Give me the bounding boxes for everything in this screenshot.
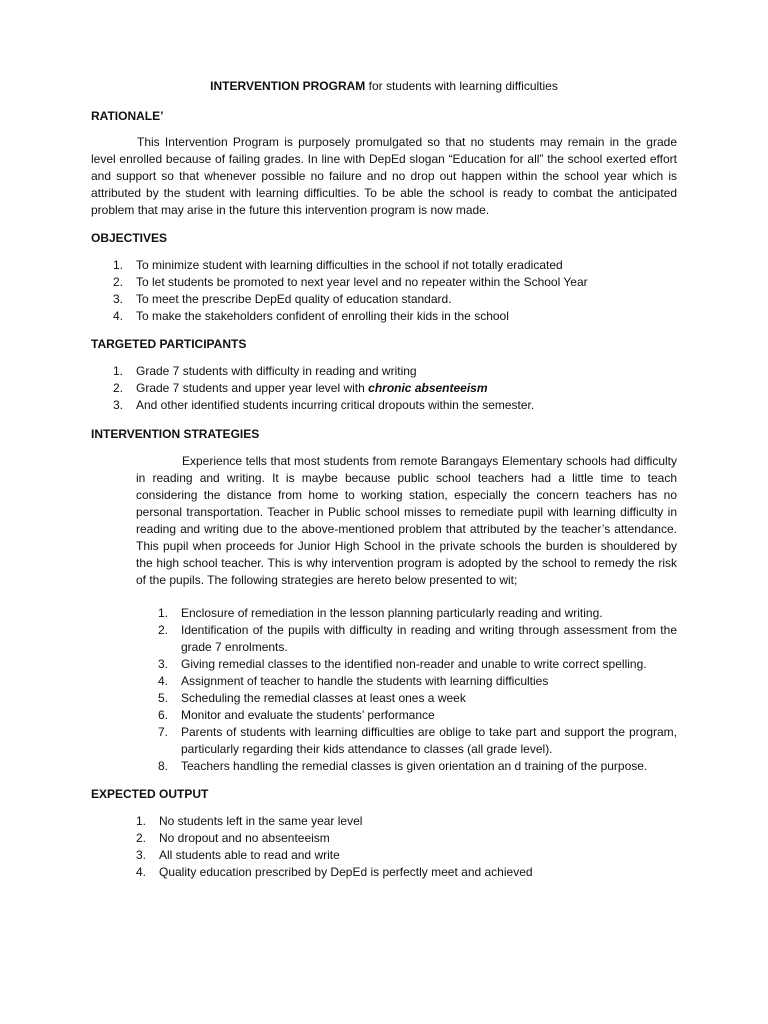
item-number: 4. bbox=[136, 865, 147, 879]
item-number: 3. bbox=[158, 657, 169, 671]
item-number: 3. bbox=[136, 848, 147, 862]
item-number: 3. bbox=[113, 398, 124, 412]
item-text: Monitor and evaluate the students’ performance bbox=[181, 708, 435, 722]
rationale-text: This Intervention Program is purposely promulgated so that no students may remain in the grade level enrolled because of failing grades. In line with DepEd slogan “Education for all” the school exerted effort and support so that whenever possible no failure and no drop out happen within the school year which is attributed by the student with learning difficulties. To be able the school is ready to combat the anticipated problem that may arise in the future this intervention program is now made. bbox=[91, 135, 677, 217]
item-text-plain: Grade 7 students and upper year level with bbox=[136, 381, 369, 395]
output-heading: EXPECTED OUTPUT bbox=[91, 787, 209, 801]
list-item bbox=[158, 605, 677, 622]
item-number: 5. bbox=[158, 691, 169, 705]
item-text: Enclosure of remediation in the lesson planning particularly reading and writing. bbox=[181, 606, 603, 620]
list-item bbox=[113, 291, 677, 308]
item-number: 3. bbox=[113, 292, 124, 306]
item-text: Scheduling the remedial classes at least ones a week bbox=[181, 691, 466, 705]
rationale-paragraph bbox=[91, 134, 677, 219]
list-item bbox=[158, 656, 677, 673]
item-text: To let students be promoted to next year level and no repeater within the School Year bbox=[136, 275, 588, 289]
item-number: 2. bbox=[158, 623, 169, 637]
item-number: 2. bbox=[113, 275, 124, 289]
item-text: Grade 7 students with difficulty in reading and writing bbox=[136, 364, 417, 378]
item-text: To meet the prescribe DepEd quality of education standard. bbox=[136, 292, 452, 306]
list-item bbox=[113, 363, 677, 380]
rationale-heading: RATIONALE’ bbox=[91, 109, 164, 123]
list-item bbox=[136, 864, 677, 881]
participants-list bbox=[113, 363, 677, 414]
item-text: Quality education prescribed by DepEd is perfectly meet and achieved bbox=[159, 865, 533, 879]
list-item bbox=[136, 830, 677, 847]
list-item bbox=[113, 308, 677, 325]
list-item bbox=[113, 397, 677, 414]
item-number: 4. bbox=[113, 309, 124, 323]
item-text-emphasis: chronic absenteeism bbox=[368, 381, 488, 395]
list-item bbox=[158, 758, 677, 775]
item-text: To minimize student with learning difficulties in the school if not totally eradicated bbox=[136, 258, 563, 272]
list-item bbox=[113, 257, 677, 274]
output-list bbox=[136, 813, 677, 881]
list-item bbox=[158, 622, 677, 656]
item-number: 1. bbox=[113, 258, 124, 272]
item-number: 1. bbox=[136, 814, 147, 828]
title-rest: for students with learning difficulties bbox=[365, 79, 558, 93]
item-number: 8. bbox=[158, 759, 169, 773]
item-text: Giving remedial classes to the identified non-reader and unable to write correct spelling. bbox=[181, 657, 647, 671]
list-item bbox=[136, 847, 677, 864]
item-text: Teachers handling the remedial classes is given orientation an d training of the purpose. bbox=[181, 759, 648, 773]
strategies-heading: INTERVENTION STRATEGIES bbox=[91, 427, 260, 441]
item-number: 7. bbox=[158, 725, 169, 739]
title-bold: INTERVENTION PROGRAM bbox=[210, 79, 366, 93]
strategies-list bbox=[158, 605, 677, 775]
list-item bbox=[158, 724, 677, 758]
item-text: No dropout and no absenteeism bbox=[159, 831, 330, 845]
list-item bbox=[158, 673, 677, 690]
objectives-heading: OBJECTIVES bbox=[91, 231, 168, 245]
list-item bbox=[136, 813, 677, 830]
item-text: Parents of students with learning difficulties are oblige to take part and support the program, particularly regarding their kids attendance to classes (all grade level). bbox=[181, 725, 677, 756]
item-number: 2. bbox=[136, 831, 147, 845]
list-item bbox=[113, 380, 677, 397]
strategies-text: Experience tells that most students from remote Barangays Elementary schools had difficulty in reading and writing. It is maybe because public school teachers had a little time to teach considering the distance from home to working station, especially the concern teachers has no personal transportation. Teacher in Public school misses to remediate pupil with learning difficulty in reading and writing due to the above-mentioned problem that attributed by the teacher’s attendance. This pupil when proceeds for Junior High School in the private schools the burden is shouldered by the high school teacher. This is why intervention program is adopted by the school to remedy the risk of the pupils. The following strategies are hereto below presented to wit; bbox=[136, 454, 677, 587]
item-number: 1. bbox=[158, 606, 169, 620]
list-item bbox=[113, 274, 677, 291]
item-text: No students left in the same year level bbox=[159, 814, 363, 828]
objectives-list bbox=[113, 257, 677, 325]
item-text: To make the stakeholders confident of enrolling their kids in the school bbox=[136, 309, 509, 323]
item-text: Identification of the pupils with difficulty in reading and writing through assessment from the grade 7 enrolments. bbox=[181, 623, 677, 654]
participants-heading: TARGETED PARTICIPANTS bbox=[91, 337, 247, 351]
strategies-paragraph bbox=[136, 453, 677, 589]
list-item bbox=[158, 707, 677, 724]
list-item bbox=[158, 690, 677, 707]
item-number: 1. bbox=[113, 364, 124, 378]
item-text: All students able to read and write bbox=[159, 848, 340, 862]
item-number: 6. bbox=[158, 708, 169, 722]
item-number: 2. bbox=[113, 381, 124, 395]
item-text bbox=[113, 380, 677, 397]
item-text: And other identified students incurring critical dropouts within the semester. bbox=[136, 398, 535, 412]
item-number: 4. bbox=[158, 674, 169, 688]
document-title bbox=[0, 78, 768, 95]
item-text: Assignment of teacher to handle the students with learning difficulties bbox=[181, 674, 549, 688]
